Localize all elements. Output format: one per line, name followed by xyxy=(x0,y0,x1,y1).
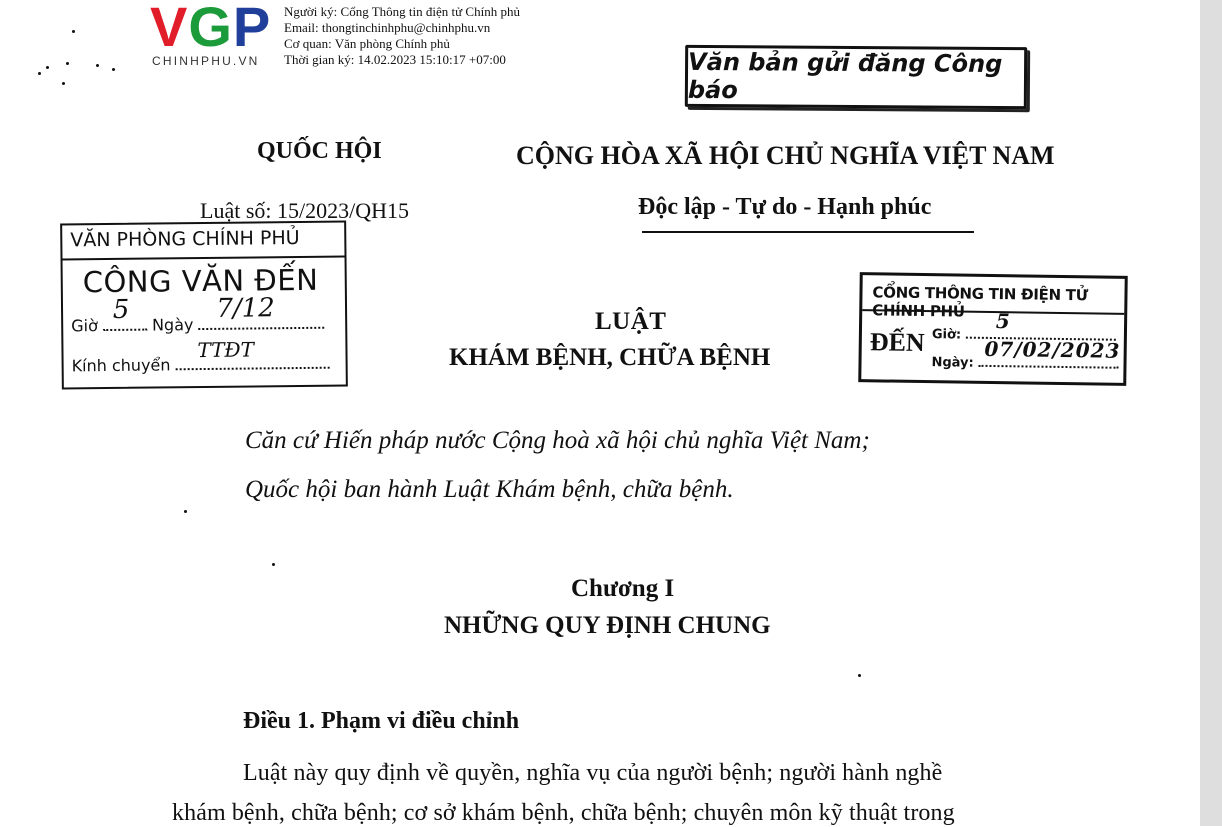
logo-letter-v: V xyxy=(150,0,189,58)
portal-stamp-header: CỔNG THÔNG TIN ĐIỆN TỬ CHÍNH PHỦ xyxy=(872,283,1089,321)
stamp-divider xyxy=(63,256,345,261)
stamp-date-label: Ngày xyxy=(151,315,194,335)
scan-speck xyxy=(96,64,99,67)
stamp-title: CÔNG VĂN ĐẾN xyxy=(82,262,319,300)
signer-name: Người ký: Cổng Thông tin điện tử Chính phủ xyxy=(284,4,520,19)
national-motto: Độc lập - Tự do - Hạnh phúc xyxy=(638,194,932,220)
portal-stamp-date-row xyxy=(931,336,1121,373)
received-stamp-portal xyxy=(858,272,1128,386)
enactment-line: Quốc hội ban hành Luật Khám bệnh, chữa bệnh. xyxy=(245,476,734,503)
chapter-label: Chương I xyxy=(571,575,675,602)
article-text-line: khám bệnh, chữa bệnh; cơ sở khám bệnh, chữa bệnh; chuyên môn kỹ thuật trong xyxy=(172,800,955,826)
article-text-line: Luật này quy định về quyền, nghĩa vụ của người bệnh; người hành nghề xyxy=(243,760,943,786)
vgp-logo xyxy=(150,0,290,72)
stamp-forward-row xyxy=(71,337,330,376)
scan-speck xyxy=(46,66,49,69)
issuer-name: QUỐC HỘI xyxy=(257,138,382,164)
received-stamp-office xyxy=(60,221,348,390)
scan-speck xyxy=(858,674,861,677)
signer-email: Email: thongtinchinhphu@chinhphu.vn xyxy=(284,20,491,35)
stamp-time-row xyxy=(71,293,325,336)
portal-stamp-hour-label: Giờ: xyxy=(931,327,962,343)
digital-signature-info xyxy=(284,4,520,68)
gazette-stamp: Văn bản gửi đăng Công báo xyxy=(685,45,1027,109)
scan-speck xyxy=(62,82,65,85)
scan-speck xyxy=(72,30,75,33)
portal-stamp-label: ĐẾN xyxy=(869,327,925,358)
logo-letter-g: G xyxy=(188,0,233,58)
vgp-logo-letters xyxy=(150,0,271,59)
scan-speck xyxy=(112,68,115,71)
stamp-hour-value: 5 xyxy=(112,294,130,325)
law-number: Luật số: 15/2023/QH15 xyxy=(200,198,409,223)
scan-speck xyxy=(272,563,275,566)
scan-speck xyxy=(38,72,41,75)
portal-stamp-hour-value: 5 xyxy=(995,309,1010,334)
scan-speck xyxy=(184,510,187,513)
logo-caption: CHINHPHU.VN xyxy=(152,54,260,68)
portal-stamp-date-field xyxy=(978,336,1121,369)
motto-underline xyxy=(642,231,974,233)
scrollbar-track[interactable] xyxy=(1200,0,1222,826)
stamp-date-field xyxy=(198,293,324,330)
article-heading: Điều 1. Phạm vi điều chỉnh xyxy=(243,708,520,734)
law-title: KHÁM BỆNH, CHỮA BỆNH xyxy=(449,344,771,371)
country-name: CỘNG HÒA XÃ HỘI CHỦ NGHĨA VIỆT NAM xyxy=(516,141,1055,170)
portal-stamp-date-label: Ngày: xyxy=(931,355,974,371)
logo-letter-p: P xyxy=(232,0,272,58)
signing-time: Thời gian ký: 14.02.2023 15:10:17 +07:00 xyxy=(284,52,506,67)
stamp-hour-label: Giờ xyxy=(71,316,98,336)
legal-basis-line: Căn cứ Hiến pháp nước Cộng hoà xã hội chủ nghĩa Việt Nam; xyxy=(245,427,870,454)
chapter-title: NHỮNG QUY ĐỊNH CHUNG xyxy=(444,612,771,639)
stamp-hour-field xyxy=(103,294,147,331)
stamp-forward-label: Kính chuyển xyxy=(71,355,171,376)
portal-stamp-date-value: 07/02/2023 xyxy=(984,336,1121,363)
scan-speck xyxy=(66,62,69,65)
law-label: LUẬT xyxy=(595,308,667,335)
stamp-forward-field xyxy=(175,337,329,371)
stamp-forward-value: TTĐT xyxy=(197,337,255,363)
stamp-date-value: 7/12 xyxy=(216,293,275,324)
signer-agency: Cơ quan: Văn phòng Chính phủ xyxy=(284,36,450,51)
stamp-office-name: VĂN PHÒNG CHÍNH PHỦ xyxy=(70,226,300,252)
